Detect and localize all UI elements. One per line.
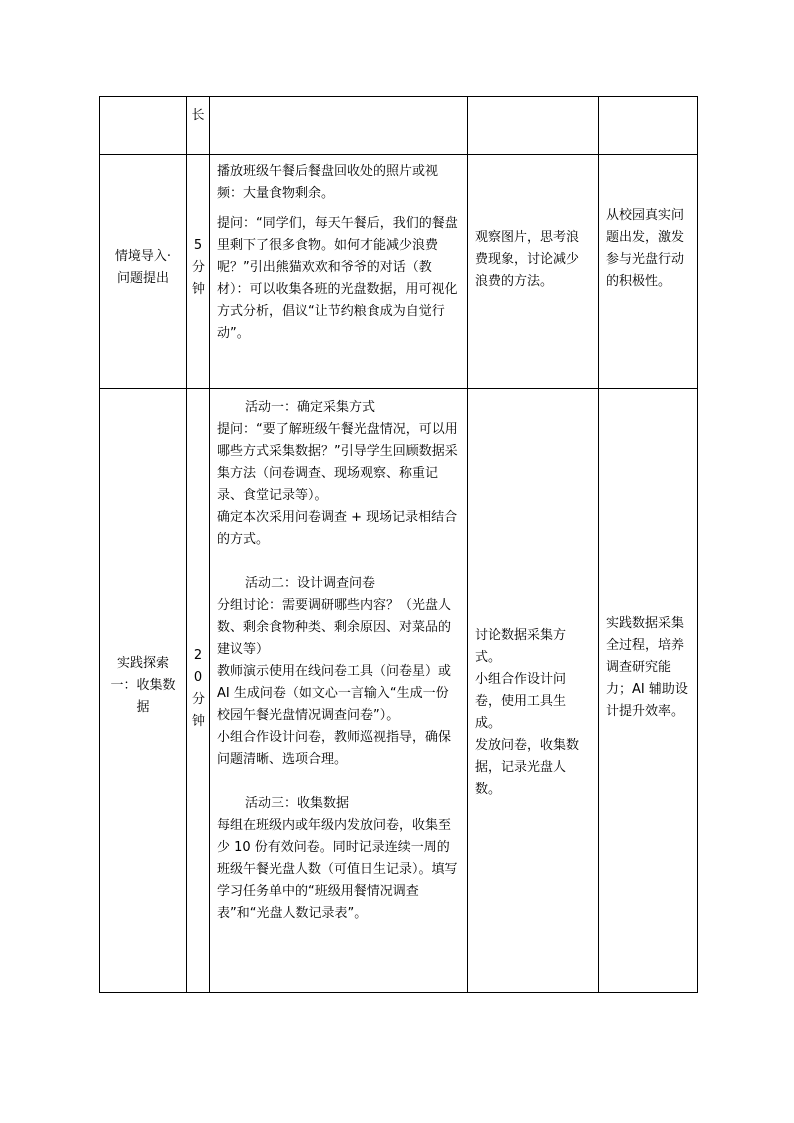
header-row xyxy=(100,97,698,155)
student-activity-list xyxy=(468,389,598,801)
time-header-fragment: 长 xyxy=(191,108,205,123)
student-activity-cell xyxy=(468,155,599,389)
time-label: 20分钟 xyxy=(192,647,206,729)
activity-line: 小组合作设计问卷，教师巡视指导，确保问题清晰、选项合理。 xyxy=(217,730,452,767)
stage-label: 情境导入·问题提出 xyxy=(114,248,172,286)
activity-line: 每组在班级内或年级内发放问卷，收集至少 10 份有效问卷。同时记录连续一周的班级午餐光盘人数（可值日生记录）。填写学习任务单中的“班级用餐情况调查表”和“光盘人数记录表”。 xyxy=(217,818,458,921)
student-activity-text: 观察图片，思考浪费现象，讨论减少浪费的方法。 xyxy=(475,230,580,289)
activity-line: 提问：“要了解班级午餐光盘情况，可以用哪些方式采集数据？”引导学生回顾数据采集方法（问卷调查、现场观察、称重记录、食堂记录等）。 xyxy=(217,422,458,503)
activity-title: 活动三：收集数据 xyxy=(245,796,350,811)
intent-header-cell xyxy=(599,97,698,155)
design-intent-cell xyxy=(599,389,698,993)
table-row xyxy=(100,155,698,389)
teacher-paragraph: 播放班级午餐后餐盘回收处的照片或视频：大量食物剩余。 xyxy=(217,164,439,201)
activity-title: 活动一：确定采集方式 xyxy=(245,400,376,415)
time-cell xyxy=(187,389,210,993)
teacher-activity-cell xyxy=(210,155,468,389)
student-activity-line: 发放问卷，收集数据，记录光盘人数。 xyxy=(475,738,580,797)
student-activity-line: 小组合作设计问卷，使用工具生成。 xyxy=(475,672,567,731)
student-header-cell xyxy=(468,97,599,155)
student-activity-cell xyxy=(468,389,599,993)
teacher-paragraph: 提问：“同学们，每天午餐后，我们的餐盘里剩下了很多食物。如何才能减少浪费呢？”引出熊猫欢欢和爷爷的对话（教材）：可以收集各班的光盘数据，用可视化方式分析，倡议“让节约粮食成为自觉行动”。 xyxy=(217,216,458,341)
design-intent-cell xyxy=(599,155,698,389)
table-row xyxy=(100,389,698,993)
stage-header-cell xyxy=(100,97,187,155)
activity-line: 教师演示使用在线问卷工具（问卷星）或 AI 生成问卷（如文心一言输入“生成一份校园午餐光盘情况调查问卷”）。 xyxy=(217,664,452,723)
activity-line: 确定本次采用问卷调查 + 现场记录相结合的方式。 xyxy=(217,510,458,547)
time-label: 5分钟 xyxy=(192,237,206,297)
teacher-activity-cell xyxy=(210,389,468,993)
teacher-header-cell xyxy=(210,97,468,155)
activity-title: 活动二：设计调查问卷 xyxy=(245,576,376,591)
lesson-plan-table xyxy=(99,96,698,993)
stage-cell xyxy=(100,389,187,993)
time-cell xyxy=(187,155,210,389)
stage-cell xyxy=(100,155,187,389)
design-intent-text: 实践数据采集全过程，培养调查研究能力；AI 辅助设计提升效率。 xyxy=(606,616,688,719)
activity-line: 分组讨论：需要调研哪些内容？（光盘人数、剩余食物种类、剩余原因、对菜品的建议等） xyxy=(217,598,452,657)
design-intent-text: 从校园真实问题出发，激发参与光盘行动的积极性。 xyxy=(606,208,685,289)
time-header-cell xyxy=(187,97,210,155)
student-activity-line: 讨论数据采集方式。 xyxy=(475,628,567,665)
stage-label: 实践探索一：收集数据 xyxy=(110,655,176,715)
